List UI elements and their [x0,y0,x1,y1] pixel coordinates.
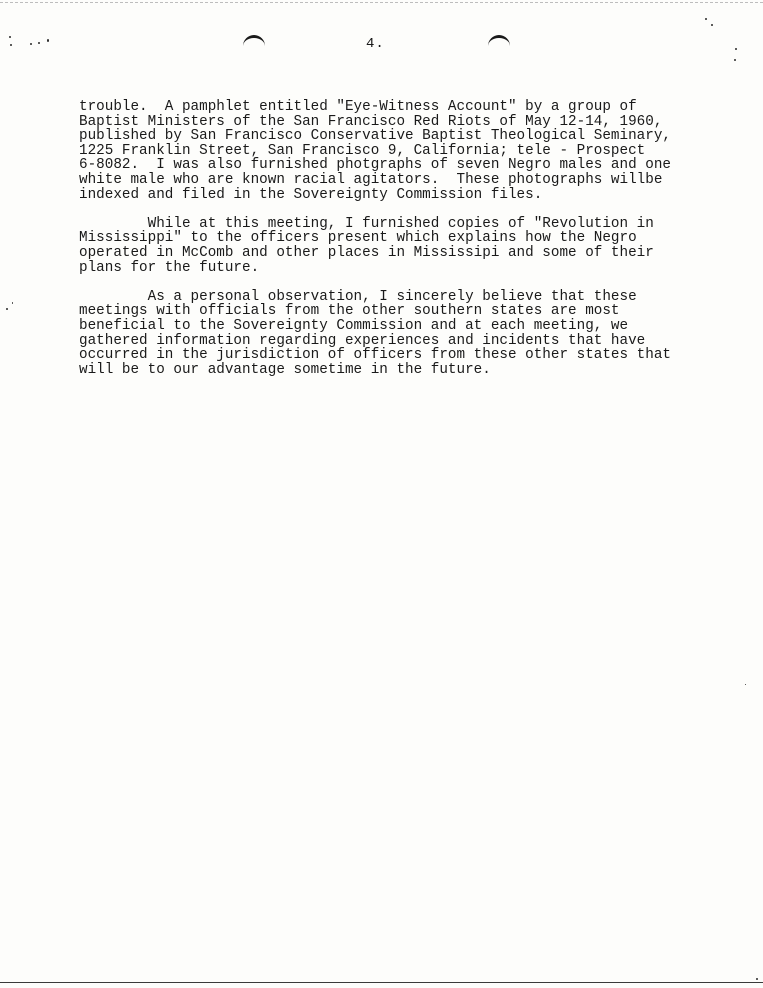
text-line: Baptist Ministers of the San Francisco Red Riots of May 12-14, 1960, [79,113,663,130]
scan-speck [756,978,758,980]
hole-punch-mark-left [243,35,265,50]
text-line: 1225 Franklin Street, San Francisco 9, California; tele - Prospect [79,142,646,159]
text-line: trouble. A pamphlet entitled "Eye-Witness Account" by a group of [79,99,637,115]
scan-speck [38,42,40,44]
hole-punch-mark-right [488,35,510,50]
scan-speck [6,308,8,310]
text-line: gathered information regarding experiences and incidents that have [79,332,646,349]
page-number: 4. [366,36,385,52]
text-line: meetings with officials from the other southern states are most [79,303,620,320]
scan-speck [711,24,713,26]
paragraph-personal-observation [79,290,719,378]
scan-speck [30,43,32,45]
scan-bottom-edge [0,982,763,983]
scan-speck [735,48,737,50]
scan-speck [705,18,707,20]
text-line: beneficial to the Sovereignty Commission and at each meeting, we [79,317,629,334]
scan-speck [12,302,13,304]
text-line: As a personal observation, I sincerely believe that these [79,288,637,305]
text-line: white male who are known racial agitators. These photographs willbe [79,171,663,188]
text-line: plans for the future. [79,259,260,276]
paragraph-meeting-copies [79,217,719,275]
letter-body [79,100,719,392]
text-line: occurred in the jurisdiction of officers from these other states that [79,347,671,364]
text-line: will be to our advantage sometime in the future. [79,361,491,378]
scan-speck [10,44,12,46]
text-line: 6-8082. I was also furnished photgraphs of seven Negro males and one [79,157,671,174]
scan-top-edge [0,2,763,3]
text-line: Mississippi" to the officers present which explains how the Negro [79,230,637,247]
scan-speck [47,39,49,42]
scan-speck [9,36,11,38]
text-line: operated in McComb and other places in Mississipi and some of their [79,244,654,261]
text-line: published by San Francisco Conservative Baptist Theological Seminary, [79,128,671,145]
text-line: While at this meeting, I furnished copies of "Revolution in [79,215,654,232]
paragraph-pamphlet [79,100,719,202]
scan-speck [734,59,736,61]
text-line: indexed and filed in the Sovereignty Commission files. [79,186,543,203]
scan-speck [745,684,746,685]
